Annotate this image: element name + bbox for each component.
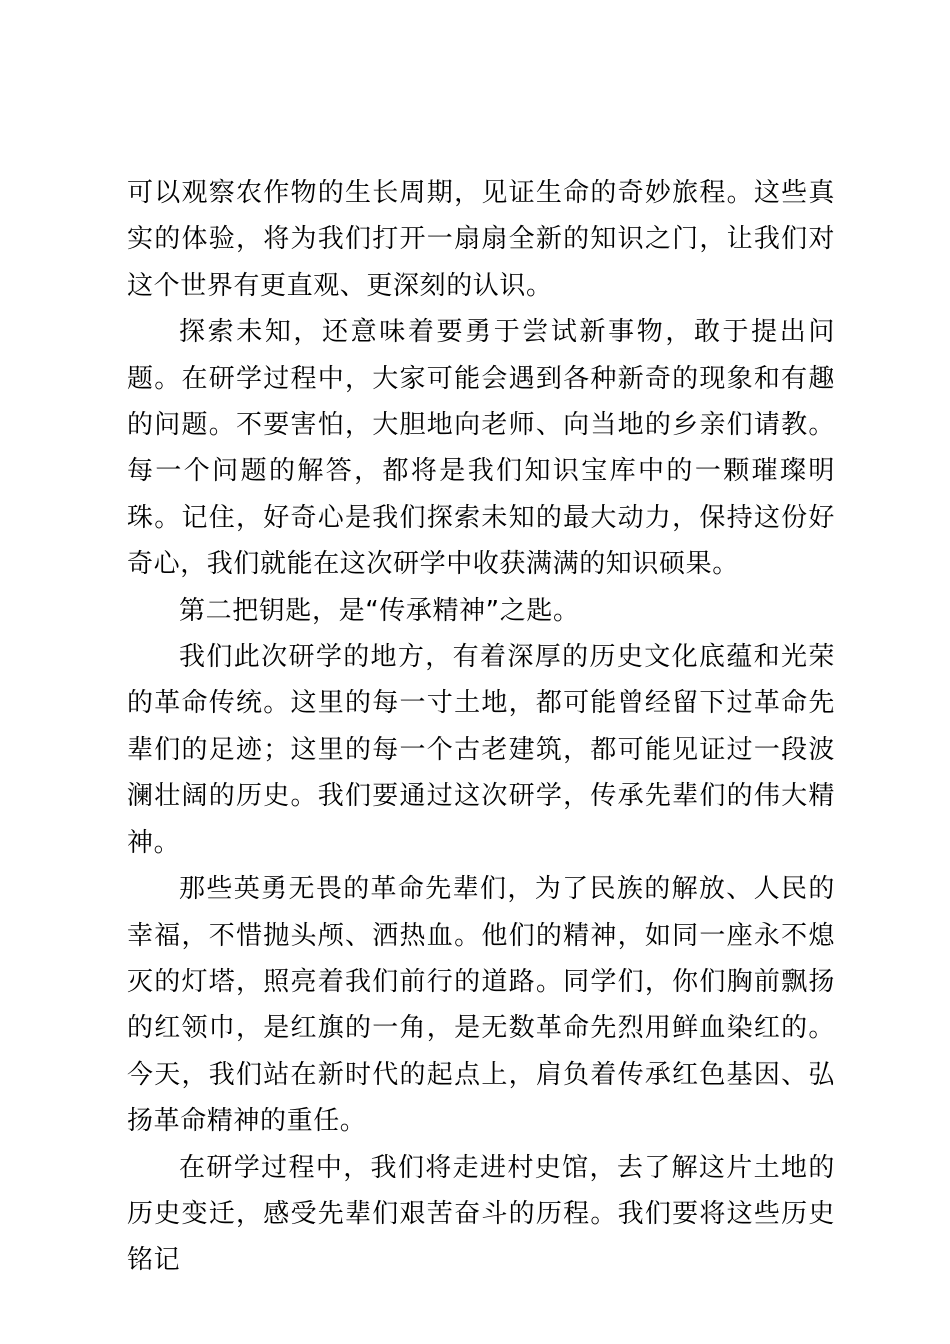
paragraph-village-museum: 在研学过程中，我们将走进村史馆，去了解这片土地的历史变迁，感受先辈们艰苦奋斗的历程。我们要将这些历史铭记: [127, 1152, 835, 1276]
paragraph-revolutionary-spirit: 那些英勇无畏的革命先辈们，为了民族的解放、人民的幸福，不惜抛头颅、洒热血。他们的精神，如同一座永不熄灭的灯塔，照亮着我们前行的道路。同学们，你们胸前飘扬的红领巾，是红旗的一角，是无数革命先烈用鲜血染红的。今天，我们站在新时代的起点上，肩负着传承红色基因、弘扬革命精神的重任。: [127, 874, 835, 1137]
paragraph-continuation: 可以观察农作物的生长周期，见证生命的奇妙旅程。这些真实的体验，将为我们打开一扇扇全新的知识之门，让我们对这个世界有更直观、更深刻的认识。: [127, 178, 835, 301]
document-body: [127, 170, 835, 1284]
paragraph-second-key: 第二把钥匙，是“传承精神”之匙。: [179, 595, 580, 626]
paragraph-explore-unknown: 探索未知，还意味着要勇于尝试新事物，敢于提出问题。在研学过程中，大家可能会遇到各种新奇的现象和有趣的问题。不要害怕，大胆地向老师、向当地的乡亲们请教。每一个问题的解答，都将是我们知识宝库中的一颗璀璨明珠。记住，好奇心是我们探索未知的最大动力，保持这份好奇心，我们就能在这次研学中收获满满的知识硕果。: [127, 317, 835, 580]
paragraph-study-location: 我们此次研学的地方，有着深厚的历史文化底蕴和光荣的革命传统。这里的每一寸土地，都可能曾经留下过革命先辈们的足迹；这里的每一个古老建筑，都可能见证过一段波澜壮阔的历史。我们要通过这次研学，传承先辈们的伟大精神。: [127, 642, 835, 858]
